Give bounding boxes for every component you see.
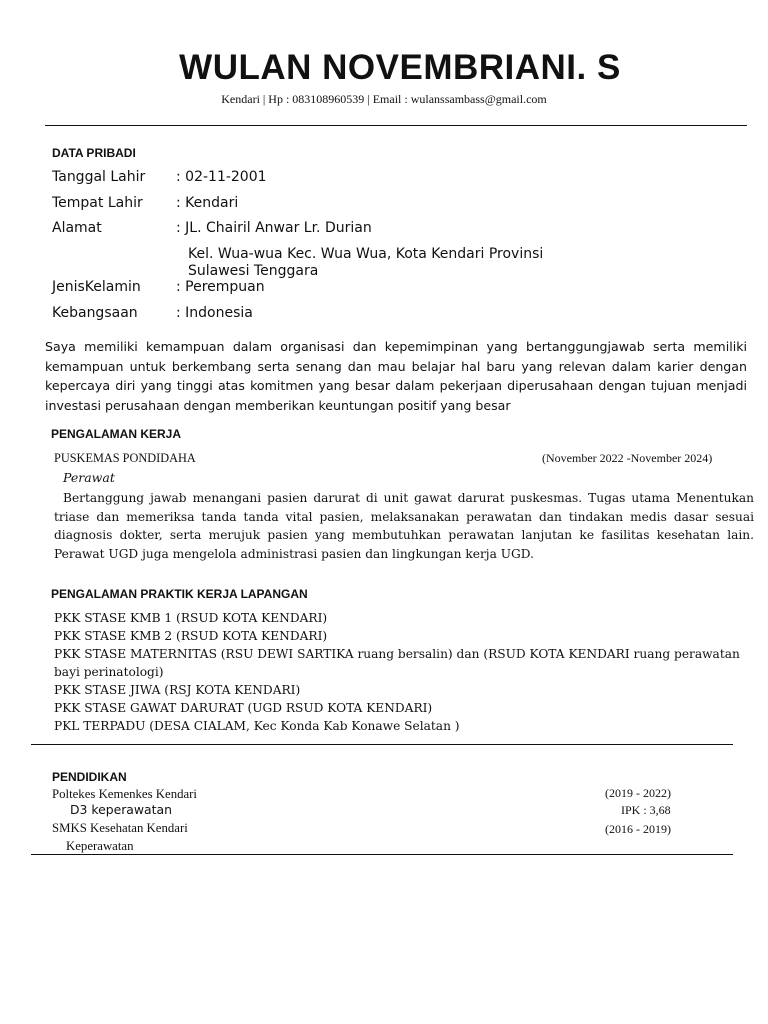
- field-label-birthplace: Tempat Lahir: [52, 195, 143, 211]
- field-value-address: : JL. Chairil Anwar Lr. Durian: [176, 220, 372, 236]
- summary-paragraph: Saya memiliki kemampuan dalam organisasi dan kepemimpinan yang bertanggungjawab serta memiliki kemampuan untuk berkembang serta senang dan mau belajar hal baru yang relevan dalam karier dengan kepercaya diri yang tinggi atas komitmen yang besar dalam pekerjaan diperusahaan dengan tujuan menjadi investasi perusahaan dengan memberikan keuntungan positif yang besar: [45, 339, 747, 413]
- field-label-address: Alamat: [52, 220, 102, 236]
- section-title-internship: PENGALAMAN PRAKTIK KERJA LAPANGAN: [51, 587, 308, 601]
- employer-name: PUSKEMAS PONDIDAHA: [54, 451, 196, 465]
- education-period-1: (2019 - 2022): [605, 786, 671, 800]
- field-label-birthdate: Tanggal Lahir: [52, 169, 146, 185]
- address-line-3: Sulawesi Tenggara: [188, 263, 319, 279]
- list-item: PKK STASE JIWA (RSJ KOTA KENDARI): [54, 683, 301, 697]
- education-school-2: SMKS Kesehatan Kendari: [52, 821, 188, 835]
- list-item: PKK STASE MATERNITAS (RSU DEWI SARTIKA ruang bersalin) dan (RSUD KOTA KENDARI ruang perawatan bayi perinatologi): [54, 647, 740, 679]
- internship-list: [54, 609, 744, 735]
- resume-name: WULAN NOVEMBRIANI. S: [179, 48, 621, 87]
- field-label-gender: JenisKelamin: [52, 279, 141, 295]
- field-label-nationality: Kebangsaan: [52, 305, 138, 321]
- section-title-experience: PENGALAMAN KERJA: [51, 427, 182, 441]
- list-item: PKK STASE KMB 1 (RSUD KOTA KENDARI): [54, 611, 328, 625]
- education-school-1: Poltekes Kemenkes Kendari: [52, 787, 197, 801]
- field-value-birthdate: : 02-11-2001: [176, 169, 267, 185]
- list-item: PKL TERPADU (DESA CIALAM, Kec Konda Kab Konawe Selatan ): [54, 719, 460, 733]
- job-role: Perawat: [63, 470, 115, 485]
- section-title-personal: DATA PRIBADI: [52, 146, 136, 160]
- field-value-nationality: : Indonesia: [176, 305, 253, 321]
- education-major-1: D3 keperawatan: [70, 802, 172, 817]
- section-title-education: PENDIDIKAN: [52, 770, 127, 784]
- list-item: PKK STASE KMB 2 (RSUD KOTA KENDARI): [54, 629, 328, 643]
- contact-line: Kendari | Hp : 083108960539 | Email : wulanssambass@gmail.com: [221, 92, 547, 106]
- field-value-gender: : Perempuan: [176, 279, 265, 295]
- field-value-birthplace: : Kendari: [176, 195, 239, 211]
- education-gpa-1: IPK : 3,68: [621, 803, 671, 817]
- employment-period: (November 2022 -November 2024): [542, 451, 713, 465]
- header-divider: [45, 125, 747, 126]
- education-divider: [31, 854, 733, 855]
- education-major-2: Keperawatan: [66, 839, 134, 853]
- internship-divider: [31, 744, 733, 745]
- list-item: PKK STASE GAWAT DARURAT (UGD RSUD KOTA KENDARI): [54, 701, 433, 715]
- address-line-2: Kel. Wua-wua Kec. Wua Wua, Kota Kendari Provinsi: [188, 246, 544, 262]
- education-period-2: (2016 - 2019): [605, 822, 671, 836]
- job-description: Bertanggung jawab menangani pasien darurat di unit gawat darurat puskesmas. Tugas utama Menentukan triase dan memeriksa tanda tanda vital pasien, melaksanakan perawatan dan tindakan medis dasar sesuai diagnosis dokter, serta merujuk pasien yang membutuhkan perawatan lanjutan ke fasilitas kesehatan lain. Perawat UGD juga mengelola administrasi pasien dan lingkungan kerja UGD.: [54, 491, 754, 562]
